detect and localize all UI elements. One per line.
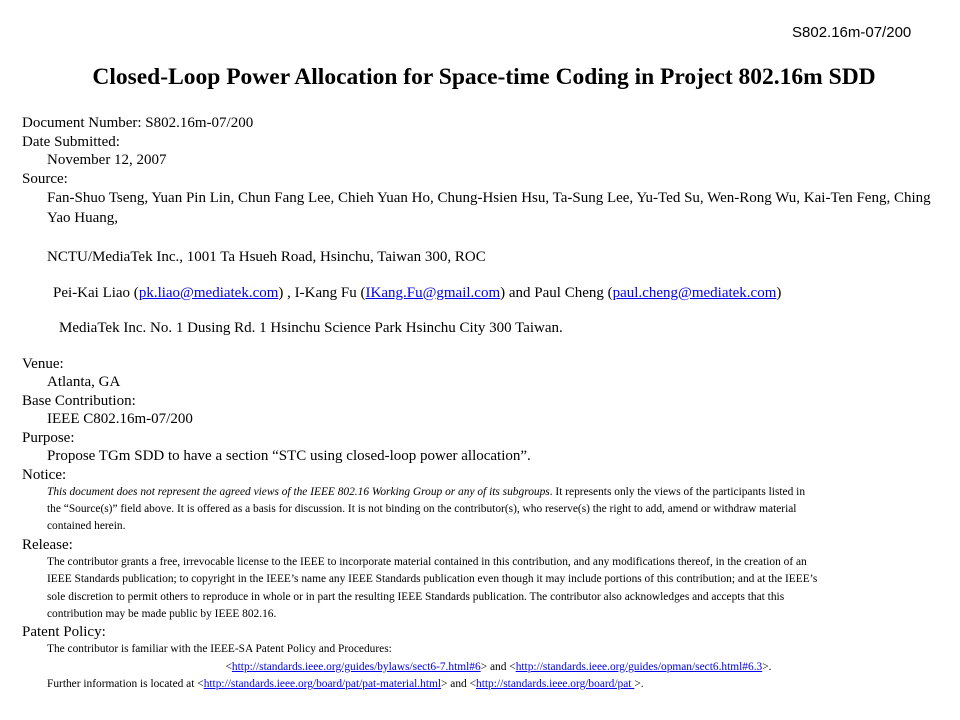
patent-policy-label: Patent Policy:	[22, 623, 106, 640]
page-title: Closed-Loop Power Allocation for Space-time Coding in Project 802.16m SDD	[92, 64, 876, 90]
patent-line-2: <http://standards.ieee.org/guides/bylaws/sect6-7.html#6> and <http://standards.ieee.org/guides/opman/sect6.html#6.3>.	[225, 660, 772, 673]
link-board-pat[interactable]: http://standards.ieee.org/board/pat	[476, 677, 635, 690]
email-link-fu[interactable]: IKang.Fu@gmail.com	[365, 284, 501, 301]
link-bylaws[interactable]: http://standards.ieee.org/guides/bylaws/sect6-7.html#6	[231, 660, 481, 673]
patent-line-3	[47, 676, 950, 693]
source-authors: Fan-Shuo Tseng, Yuan Pin Lin, Chun Fang Lee, Chieh Yuan Ho, Chung-Hsien Hsu, Ta-Sung Lee, Yu-Ted Su, Wen-Rong Wu, Kai-Ten Feng, Ching Yao Huang,	[47, 190, 931, 226]
header-doc-number: S802.16m-07/200	[792, 24, 912, 41]
date-submitted-value: November 12, 2007	[47, 152, 167, 168]
patent-end-2: >.	[634, 677, 644, 690]
patent-policy-text	[22, 641, 950, 693]
link-pat-material[interactable]: http://standards.ieee.org/board/pat/pat-material.html	[203, 677, 442, 690]
base-contribution-value: IEEE C802.16m-07/200	[47, 411, 193, 427]
notice-line-1: . It represents only the views of the participants listed in	[549, 486, 806, 498]
venue-label: Venue:	[22, 355, 64, 372]
contact-text-4: )	[776, 284, 782, 301]
venue-value: Atlanta, GA	[47, 374, 121, 390]
notice-text	[22, 484, 950, 536]
release-line-2: IEEE Standards publication; to copyright in the IEEE’s name any IEEE Standards publication even though it may include portions of this contribution; and at the IEEE’s	[47, 573, 818, 586]
source-affiliation-1: NCTU/MediaTek Inc., 1001 Ta Hsueh Road, Hsinchu, Taiwan 300, ROC	[47, 249, 486, 265]
release-line-3: sole discretion to permit others to reproduce in whole or in part the resulting IEEE Standards publication. The contributor also acknowledges and accepts that this	[47, 590, 785, 603]
email-link-cheng[interactable]: paul.cheng@mediatek.com	[612, 284, 777, 301]
source-affiliation-2: MediaTek Inc. No. 1 Dusing Rd. 1 Hsinchu Science Park Hsinchu City 300 Taiwan.	[59, 320, 563, 336]
patent-and-1: > and <	[480, 660, 516, 673]
contact-text-1: Pei-Kai Liao (	[53, 284, 139, 301]
release-label: Release:	[22, 536, 73, 553]
notice-line-3: contained herein.	[47, 520, 126, 533]
email-link-liao[interactable]: pk.liao@mediatek.com	[138, 284, 279, 301]
patent-line-1: The contributor is familiar with the IEEE-SA Patent Policy and Procedures:	[47, 643, 392, 656]
release-line-1: The contributor grants a free, irrevocable license to the IEEE to incorporate material contained in this contribution, and any modifications thereof, in the creation of an	[47, 556, 807, 569]
link-opman[interactable]: http://standards.ieee.org/guides/opman/sect6.html#6.3	[515, 660, 763, 673]
source-contact	[22, 284, 950, 303]
release-line-4: contribution may be made public by IEEE 802.16.	[47, 607, 277, 620]
notice-label: Notice:	[22, 466, 67, 483]
patent-further: Further information is located at <	[47, 677, 204, 690]
document-number: Document Number: S802.16m-07/200	[22, 115, 254, 131]
purpose-value: Propose TGm SDD to have a section “STC using closed-loop power allocation”.	[47, 448, 531, 464]
source-label: Source:	[22, 170, 68, 187]
release-text	[22, 554, 950, 623]
date-submitted-label: Date Submitted:	[22, 133, 120, 150]
notice-line-2: the “Source(s)” field above. It is offered as a basis for discussion. It is not binding on the contributor(s), who reserve(s) the right to add, amend or withdraw material	[47, 503, 797, 516]
document-body	[22, 114, 950, 693]
patent-and-2: > and <	[441, 677, 477, 690]
purpose-label: Purpose:	[22, 429, 75, 446]
base-contribution-label: Base Contribution:	[22, 392, 136, 409]
patent-end-1: >.	[762, 660, 772, 673]
notice-italic: This document does not represent the agreed views of the IEEE 802.16 Working Group or any of its subgroups	[47, 486, 550, 498]
contact-text-2: ) , I-Kang Fu (	[278, 284, 366, 301]
contact-text-3: ) and Paul Cheng (	[500, 284, 613, 301]
